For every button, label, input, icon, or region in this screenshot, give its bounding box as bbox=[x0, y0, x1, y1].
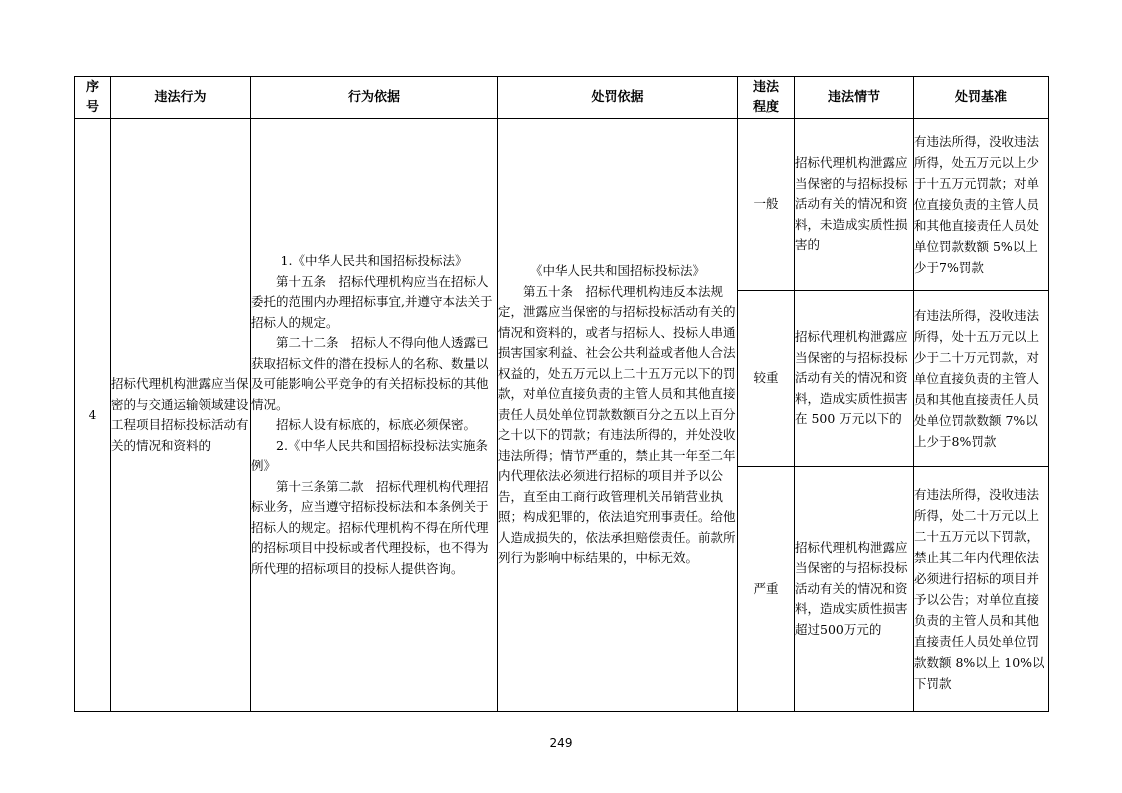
header-act: 违法行为 bbox=[111, 77, 251, 119]
degree-severe: 严重 bbox=[738, 467, 795, 712]
header-standard: 处罚基准 bbox=[914, 77, 1049, 119]
behavior-basis bbox=[251, 119, 498, 712]
basis-article-15: 第十五条 招标代理机构应当在招标人委托的范围内办理招标事宜,并遵守本法关于招标人的规定。 bbox=[251, 273, 493, 330]
degree-serious: 较重 bbox=[738, 291, 795, 467]
basis-article-13: 第十三条第二款 招标代理机构代理招标业务，应当遵守招标投标法和本条例关于招标人的规定。招标代理机构不得在所代理的招标项目中投标或者代理投标，也不得为所代理的招标项目的投标人提供咨询。 bbox=[251, 478, 489, 576]
penalty-article-50: 第五十条 招标代理机构违反本法规定，泄露应当保密的与招标投标活动有关的情况和资料的，或者与招标人、投标人串通损害国家利益、社会公共利益或者他人合法权益的，处五万元以上二十五万元以下的罚款，对单位直接负责的主管人员和其他直接责任人员处单位罚款数额百分之五以上百分之十以下的罚款；有违法所得的，并处没收违法所得；情节严重的，禁止其一年至二年内代理依法必须进行招标的项目并予以公告，直至由工商行政管理机关吊销营业执照；构成犯罪的，依法追究刑事责任。给他人造成损失的，依法承担赔偿责任。前款所列行为影响中标结果的，中标无效。 bbox=[498, 283, 736, 566]
penalty-standard-table bbox=[74, 76, 1049, 712]
basis-article-22-b: 招标人设有标底的，标底必须保密。 bbox=[276, 417, 477, 432]
header-degree: 违法 程度 bbox=[738, 77, 795, 119]
basis-article-22: 第二十二条 招标人不得向他人透露已获取招标文件的潜在投标人的名称、数量以及可能影响公平竞争的有关招标投标的其他情况。 bbox=[251, 335, 489, 412]
basis-law2-title: 2.《中华人民共和国招标投标法实施条例》 bbox=[251, 437, 488, 473]
header-penalty-basis: 处罚依据 bbox=[498, 77, 738, 119]
standard-severe: 有违法所得，没收违法所得，处二十万元以上二十五万元以下罚款，禁止其二年内代理依法必须进行招标的项目并予以公告；对单位直接负责的主管人员和其他直接责任人员处单位罚款数额 8%以上 10%以下罚款 bbox=[914, 467, 1049, 712]
header-circumstance: 违法情节 bbox=[795, 77, 914, 119]
circumstance-serious: 招标代理机构泄露应当保密的与招标投标活动有关的情况和资料，造成实质性损害在 500 万元以下的 bbox=[795, 291, 914, 467]
basis-law1-title: 1.《中华人民共和国招标投标法》 bbox=[280, 253, 468, 268]
penalty-law-title: 《中华人民共和国招标投标法》 bbox=[529, 263, 705, 279]
header-basis: 行为依据 bbox=[251, 77, 498, 119]
row-seq: 4 bbox=[75, 119, 111, 712]
standard-general: 有违法所得，没收违法所得，处五万元以上少于十五万元罚款；对单位直接负责的主管人员和其他直接责任人员处单位罚款数额 5%以上少于7%罚款 bbox=[914, 119, 1049, 291]
standard-serious: 有违法所得，没收违法所得，处十五万元以上少于二十万元罚款，对单位直接负责的主管人员和其他直接责任人员处单位罚款数额 7%以上少于8%罚款 bbox=[914, 291, 1049, 467]
violation-act: 招标代理机构泄露应当保密的与交通运输领域建设工程项目招标投标活动有关的情况和资料的 bbox=[111, 119, 251, 712]
circumstance-general: 招标代理机构泄露应当保密的与招标投标活动有关的情况和资料，未造成实质性损害的 bbox=[795, 119, 914, 291]
degree-general: 一般 bbox=[738, 119, 795, 291]
penalty-basis bbox=[498, 119, 738, 712]
header-seq: 序 号 bbox=[75, 77, 111, 119]
page-number: 249 bbox=[549, 736, 573, 750]
circumstance-severe: 招标代理机构泄露应当保密的与招标投标活动有关的情况和资料，造成实质性损害超过500万元的 bbox=[795, 467, 914, 712]
